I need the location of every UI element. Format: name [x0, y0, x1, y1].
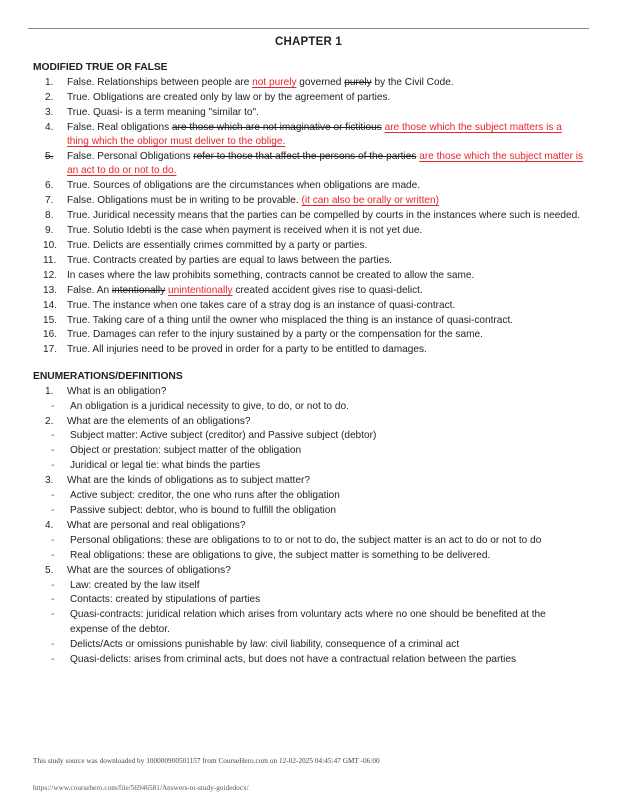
dash-bullet-icon: - — [51, 504, 55, 516]
dash-bullet-icon: - — [51, 400, 55, 412]
list-item — [33, 564, 585, 578]
list-item — [33, 224, 585, 238]
list-item-text — [67, 270, 474, 281]
text-run: What is an obligation? — [67, 385, 167, 397]
list-item — [33, 76, 585, 90]
list-item-text — [67, 285, 423, 296]
sub-list-item-text: Subject matter: Active subject (creditor) and Passive subject (debtor) — [70, 430, 377, 442]
inserted-text: are those which the subject matter is an act to do or not to do. — [67, 151, 584, 177]
list-item — [33, 121, 585, 150]
list-item-number: 3. — [45, 106, 54, 118]
list-item-number: 11. — [43, 254, 57, 266]
list-item-number: 5. — [45, 564, 54, 576]
dash-bullet-icon: - — [51, 490, 55, 502]
list-item — [33, 106, 585, 120]
text-run: In cases where the law prohibits something, contracts cannot be created to allow the same. — [67, 269, 475, 281]
sub-list-item-text: Juridical or legal tie: what binds the parties — [70, 460, 261, 472]
sub-list — [33, 579, 585, 667]
section-heading: ENUMERATIONS/DEFINITIONS — [33, 370, 183, 382]
sub-list-item — [33, 549, 585, 563]
text-run: True. Sources of obligations are the circumstances when obligations are made. — [67, 180, 421, 192]
document-body — [33, 62, 585, 667]
section-heading: MODIFIED TRUE OR FALSE — [33, 62, 168, 73]
dash-bullet-icon: - — [51, 534, 55, 546]
sub-list-item — [33, 579, 585, 593]
list-item-text — [67, 107, 259, 118]
list-item-number: 4. — [45, 519, 54, 531]
sub-list-item-text: Real obligations: these are obligations to give, the subject matter is something to be delivered. — [70, 549, 491, 561]
sub-list-item — [33, 653, 585, 667]
text-run: True. Delicts are essentially crimes committed by a party or parties. — [67, 239, 368, 251]
list-item-number: 2. — [45, 415, 54, 427]
list-item-number: 6. — [45, 180, 54, 192]
sub-list-item — [33, 608, 585, 637]
text-run: True. Obligations are created only by law or by the agreement of parties. — [67, 91, 391, 103]
dash-bullet-icon: - — [51, 609, 55, 621]
text-run: What are the kinds of obligations as to subject matter? — [67, 475, 310, 487]
text-run: True. Juridical necessity means that the parties can be compelled by courts in the instances where such is needed. — [67, 210, 580, 222]
sub-list-item — [33, 534, 585, 548]
list-item-text — [67, 520, 245, 531]
list-item — [33, 254, 585, 268]
sub-list-item-text: Quasi-delicts: arises from criminal acts, but does not have a contractual relation between the parties — [70, 653, 517, 665]
list-item-text — [67, 344, 427, 355]
inserted-text: unintentionally — [168, 284, 233, 296]
text-run: True. Damages can refer to the injury sustained by a party or the compensation for the same. — [67, 329, 483, 341]
text-run: True. Solutio Idebti is the case when payment is received when it is not yet due. — [67, 225, 423, 237]
text-run: created accident gives rise to quasi-delict. — [232, 284, 423, 296]
sub-list-item-text: Delicts/Acts or omissions punishable by law: civil liability, consequence of a criminal act — [70, 638, 460, 650]
deleted-text: are those which are not imaginative or fictitious — [171, 121, 382, 133]
list-item-number: 8. — [45, 210, 54, 222]
list-item-number: 1. — [45, 385, 54, 397]
list-item-text — [67, 255, 392, 266]
dash-bullet-icon: - — [51, 579, 55, 591]
list-item — [33, 328, 585, 342]
list-item — [33, 415, 585, 429]
text-run: False. Personal Obligations — [67, 151, 194, 163]
text-run: True. Quasi- is a term meaning "similar to". — [67, 106, 259, 118]
sub-list-item — [33, 504, 585, 518]
list-item-number: 5. — [45, 151, 54, 163]
dash-bullet-icon: - — [51, 653, 55, 665]
sub-list — [33, 534, 585, 563]
sub-list-item — [33, 400, 585, 414]
list-item-text — [67, 92, 390, 103]
sub-list-item — [33, 444, 585, 458]
list-item — [33, 474, 585, 488]
list-item-number: 17. — [43, 344, 58, 356]
list-item — [33, 343, 585, 357]
text-run: False. An — [67, 284, 112, 296]
list-item — [33, 314, 585, 328]
sub-list-item-text: Active subject: creditor, the one who runs after the obligation — [70, 490, 340, 502]
list-item — [33, 299, 585, 313]
list-item-number: 14. — [43, 299, 58, 311]
list-item — [33, 209, 585, 223]
inserted-text: are those which the subject matters is a thing which the obligor must deliver to the oblige. — [67, 121, 562, 148]
deleted-text: refer to those that affect the persons of the parties — [193, 151, 417, 163]
list-item-text — [67, 475, 310, 486]
list-item-number: 13. — [43, 284, 58, 296]
list-item-text — [67, 195, 439, 206]
sub-list-item-text: Object or prestation: subject matter of the obligation — [70, 445, 302, 457]
text-run: What are personal and real obligations? — [67, 519, 246, 531]
text-run: True. The instance when one takes care of a stray dog is an instance of quasi-contract. — [67, 299, 456, 311]
list-item-text — [67, 122, 562, 147]
header-divider — [28, 28, 589, 29]
dash-bullet-icon: - — [51, 460, 55, 472]
list-item-text — [67, 240, 367, 251]
sub-list — [33, 489, 585, 518]
sub-list-item-text: Contacts: created by stipulations of parties — [70, 594, 261, 606]
source-url[interactable]: https://www.coursehero.com/file/56946581/Answers-to-study-guidedocx/ — [33, 784, 249, 792]
list-item — [33, 179, 585, 193]
sub-list-item — [33, 489, 585, 503]
list-item-number: 10. — [43, 239, 58, 251]
list-item-text — [67, 416, 250, 427]
list-item-number: 1. — [45, 77, 54, 88]
page-title: CHAPTER 1 — [275, 36, 342, 48]
list-item-text — [67, 225, 422, 236]
text-run: What are the elements of an obligations? — [67, 415, 251, 427]
list-item — [33, 91, 585, 105]
dash-bullet-icon: - — [51, 430, 55, 442]
sub-list-item — [33, 429, 585, 443]
text-run: governed — [296, 77, 345, 88]
sub-list-item — [33, 459, 585, 473]
sub-list-item — [33, 638, 585, 652]
list-item-text — [67, 315, 513, 326]
sub-list-item-text: Quasi-contracts: juridical relation which arises from voluntary acts where no one should be benefited at the expense of the debtor. — [70, 609, 546, 635]
text-run: True. Contracts created by parties are equal to laws between the parties. — [67, 254, 393, 266]
text-run: False. Real obligations — [67, 121, 172, 133]
list-item — [33, 385, 585, 399]
list-item-text — [67, 329, 483, 340]
list-item-number: 2. — [45, 91, 54, 103]
sub-list-item-text: Law: created by the law itself — [70, 579, 200, 591]
text-run: False. Relationships between people are — [67, 77, 253, 88]
sections-container — [33, 62, 585, 667]
dash-bullet-icon: - — [51, 594, 55, 606]
text-run: False. Obligations must be in writing to be provable. — [67, 195, 302, 207]
list-item-number: 3. — [45, 475, 54, 487]
list-item-text — [67, 180, 420, 191]
text-run: What are the sources of obligations? — [67, 564, 231, 576]
inserted-text: (it can also be orally or written) — [301, 195, 439, 207]
numbered-list — [33, 385, 585, 667]
list-item-number: 9. — [45, 225, 54, 237]
sub-list-item-text: Personal obligations: these are obligations to to or not to do, the subject matter is an act to do or not to do — [70, 534, 542, 546]
list-item-number: 12. — [43, 269, 58, 281]
dash-bullet-icon: - — [51, 549, 55, 561]
list-item-text — [67, 565, 231, 576]
list-item — [33, 284, 585, 298]
text-run: True. Taking care of a thing until the owner who misplaced the thing is an instance of quasi-contract. — [67, 314, 514, 326]
list-item — [33, 519, 585, 533]
list-item-text — [67, 151, 583, 176]
list-item-number: 4. — [45, 121, 54, 133]
text-run: True. All injuries need to be proved in order for a party to be entitled to damages. — [67, 344, 427, 356]
numbered-list — [33, 76, 585, 358]
list-item — [33, 194, 585, 208]
list-item-text — [67, 300, 455, 311]
sub-list-item-text: Passive subject: debtor, who is bound to fulfill the obligation — [70, 504, 336, 516]
list-item-text — [67, 77, 454, 88]
list-item-text — [67, 210, 580, 221]
list-item — [33, 239, 585, 253]
deleted-text: purely — [344, 77, 372, 88]
dash-bullet-icon: - — [51, 445, 55, 457]
sub-list-item — [33, 593, 585, 607]
list-item-number: 16. — [43, 329, 58, 341]
sub-list — [33, 429, 585, 473]
list-item-number: 7. — [45, 195, 54, 207]
download-notice: This study source was downloaded by 100000900501157 from CourseHero.com on 12-02-2025 04:45:47 GMT -06:00 — [33, 757, 380, 765]
inserted-text: not purely — [252, 77, 297, 88]
list-item-number: 15. — [43, 314, 58, 326]
text-run: by the Civil Code. — [371, 77, 454, 88]
list-item — [33, 150, 585, 179]
sub-list — [33, 400, 585, 414]
dash-bullet-icon: - — [51, 638, 55, 650]
list-item — [33, 269, 585, 283]
sub-list-item-text: An obligation is a juridical necessity to give, to do, or not to do. — [70, 400, 349, 412]
deleted-text: intentionally — [111, 284, 166, 296]
list-item-text — [67, 386, 166, 397]
